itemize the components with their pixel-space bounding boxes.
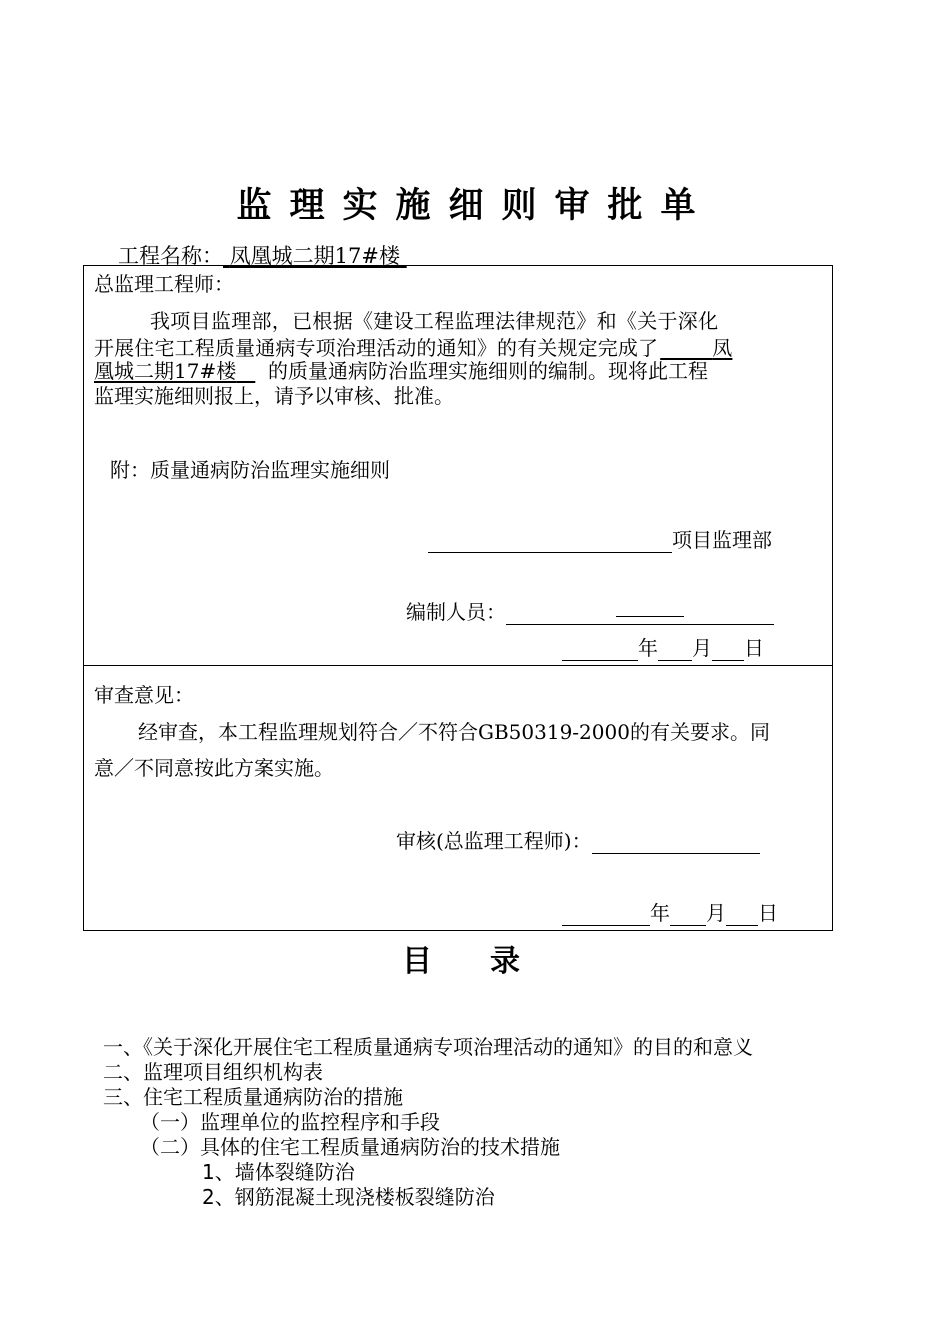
toc-title: 目录 — [402, 944, 578, 979]
dept-blank — [428, 532, 672, 553]
review-heading: 审查意见： — [94, 683, 194, 707]
review-line-2: 意／不同意按此方案实施。 — [94, 756, 334, 780]
project-ref: 凰城二期17#楼 — [94, 359, 237, 383]
reviewer-blank — [592, 833, 760, 854]
compiler-underline — [616, 616, 684, 617]
body-line-2: 开展住宅工程质量通病专项治理活动的通知》的有关规定完成了 凤 — [94, 336, 733, 360]
toc-item-3: 三、住宅工程质量通病防治的措施 — [103, 1085, 403, 1109]
project-name-value: 凤凰城二期17#楼 — [229, 244, 401, 268]
toc-item-1: 一、《关于深化开展住宅工程质量通病专项治理活动的通知》的目的和意义 — [103, 1035, 753, 1059]
dept-row: 项目监理部 — [428, 524, 772, 553]
body-line-1: 我项目监理部，已根据《建设工程监理法律规范》和《关于深化 — [150, 309, 719, 333]
body-line-4: 监理实施细则报上，请予以审核、批准。 — [94, 384, 454, 408]
review-line-1: 经审查，本工程监理规划符合／不符合GB50319-2000的有关要求。同 — [138, 720, 770, 744]
date-row-2: 年 月 日 — [562, 897, 778, 926]
reviewer-row: 审核(总监理工程师)： — [396, 825, 760, 854]
compiler-blank — [506, 604, 774, 625]
date-row-1: 年 月 日 — [562, 632, 764, 661]
project-name-label: 工程名称： — [118, 244, 223, 268]
body-line-3: 凰城二期17#楼 的质量通病防治监理实施细则的编制。现将此工程 — [94, 359, 709, 383]
toc-item-3-2: （二）具体的住宅工程质量通病防治的技术措施 — [140, 1135, 560, 1159]
attachment: 附：质量通病防治监理实施细则 — [110, 458, 390, 482]
compiler-row: 编制人员： — [406, 596, 774, 625]
toc-item-3-2-1: 1、墙体裂缝防治 — [202, 1160, 355, 1184]
review-section — [83, 665, 833, 931]
toc-item-3-1: （一）监理单位的监控程序和手段 — [140, 1110, 440, 1134]
toc-item-3-2-2: 2、钢筋混凝土现浇楼板裂缝防治 — [202, 1185, 495, 1209]
toc-item-2: 二、监理项目组织机构表 — [103, 1060, 323, 1084]
page-title: 监理实施细则审批单 — [236, 186, 714, 226]
addressee: 总监理工程师： — [94, 272, 234, 296]
